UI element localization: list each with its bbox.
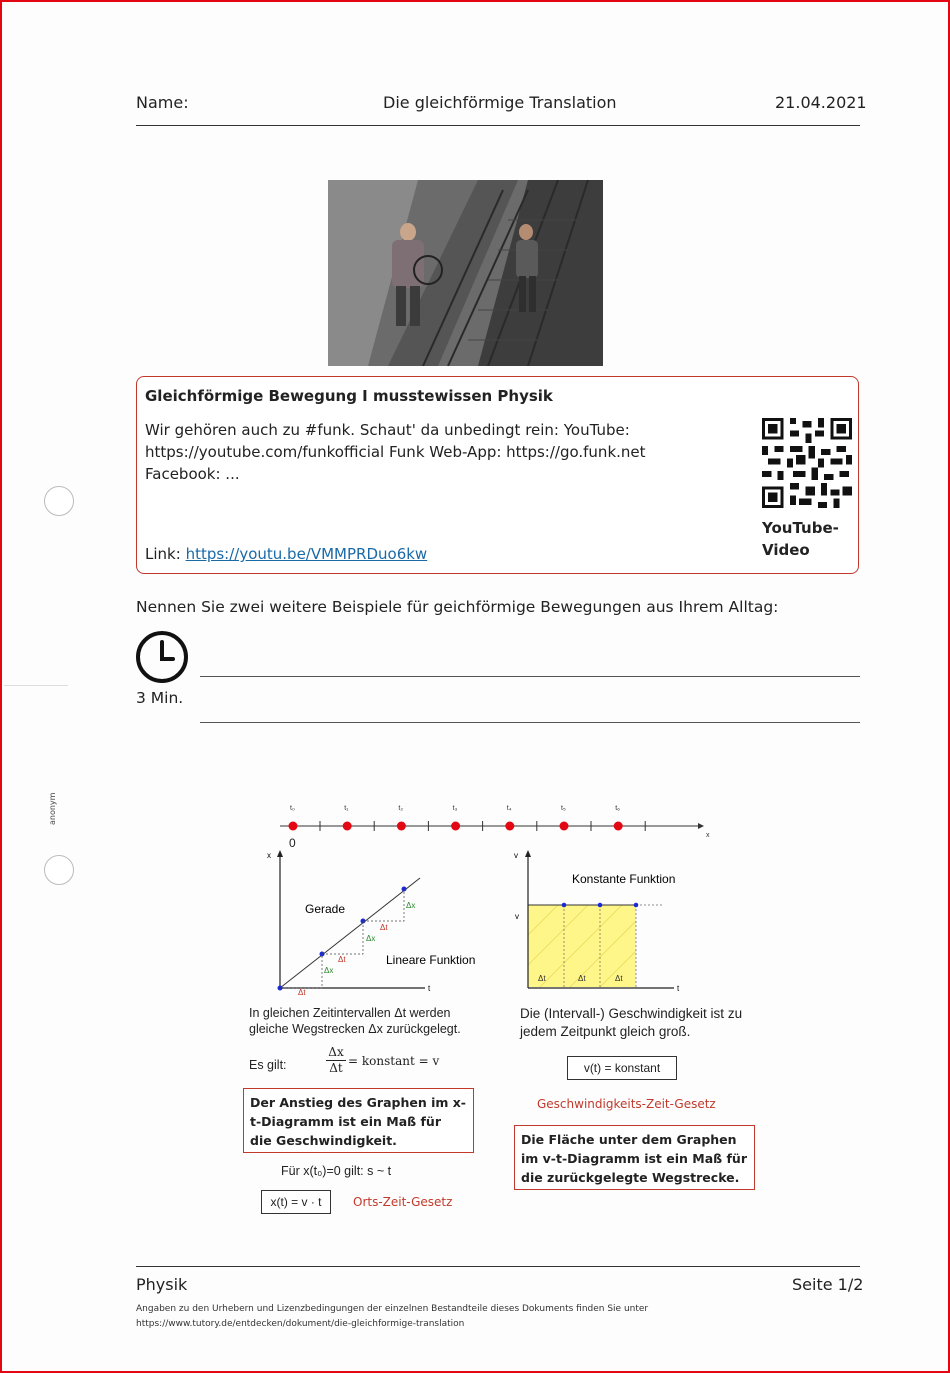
video-link-row [145, 545, 427, 563]
timeline-point [560, 822, 569, 831]
timeline-tick-label: t₆ [615, 805, 620, 812]
punch-hole-bottom [44, 855, 74, 885]
footer-url[interactable]: https://www.tutory.de/entdecken/dokument/die-gleichformige-translation [136, 1319, 465, 1329]
clock-icon [135, 630, 189, 684]
answer-line-2[interactable] [200, 722, 860, 723]
timeline-tick-label: t₀ [290, 805, 295, 812]
vt-x-label: t [677, 984, 680, 993]
caption-right: Die (Intervall-) Geschwindigkeit ist zu jedem Zeitpunkt gleich groß. [520, 1006, 743, 1039]
xt-y-label: x [267, 851, 271, 860]
timeline-point [397, 822, 406, 831]
es-gilt: Es gilt: [249, 1058, 287, 1072]
timeline-point [505, 822, 514, 831]
xt-dx-label: Δx [366, 934, 376, 943]
slope-box: Der Anstieg des Graphen im x-t-Diagramm ist ein Maß für die Geschwindigkeit. [243, 1088, 474, 1153]
timeline-tick-label: t₄ [506, 805, 512, 812]
footer-note: Angaben zu den Urhebern und Lizenzbedingungen der einzelnen Bestandteile dieses Dokuments finden Sie unter [136, 1304, 649, 1314]
video-link[interactable]: https://youtu.be/VMMPRDuo6kw [185, 545, 428, 563]
header-rule [136, 125, 860, 126]
timeline-point [614, 822, 623, 831]
xt-law: Orts-Zeit-Gesetz [353, 1195, 453, 1209]
timeline-arrow [698, 823, 704, 829]
vt-dt-label: Δt [578, 974, 586, 983]
xt-condition: Für x(t₀)=0 gilt: s ~ t [281, 1164, 392, 1178]
xt-label-func: Lineare Funktion [386, 953, 476, 967]
vt-v-mark: v [515, 912, 519, 921]
xt-dx-label: Δx [406, 901, 416, 910]
vt-label-func: Konstante Funktion [572, 872, 676, 886]
xt-formula: x(t) = v · t [261, 1190, 331, 1214]
motion-diagram [230, 795, 730, 995]
vt-dt-label: Δt [615, 974, 623, 983]
footer-rule [136, 1266, 860, 1267]
xt-dt-label: Δt [298, 988, 306, 995]
timeline-axis-label: x [706, 832, 710, 839]
qr-label: YouTube-Video [762, 519, 839, 559]
formula-fraction: Δx Δt [326, 1045, 346, 1076]
timeline-tick-label: t₅ [561, 805, 566, 812]
escalator-photo [328, 180, 603, 366]
timeline-point [451, 822, 460, 831]
xt-label-line: Gerade [305, 902, 346, 916]
xt-graph-line [280, 878, 420, 988]
vt-formula: v(t) = konstant [567, 1056, 677, 1080]
timeline-tick-label: t₃ [452, 805, 458, 812]
timeline-point [289, 822, 298, 831]
formula-rest: = konstant = v [348, 1054, 440, 1068]
side-label: anonym [48, 792, 57, 825]
timeline-tick-label: t₂ [398, 805, 404, 812]
area-box: Die Fläche unter dem Graphen im v-t-Diagramm ist ein Maß für die zurückgelegte Wegstrecke. [514, 1125, 755, 1190]
xt-dt-label: Δt [380, 923, 388, 932]
link-label: Link: [145, 545, 181, 563]
answer-line-1[interactable] [200, 676, 860, 677]
footer-page: Seite 1/2 [792, 1275, 864, 1294]
timeline-zero: 0 [289, 836, 296, 850]
vt-dt-label: Δt [538, 974, 546, 983]
timeline-point [343, 822, 352, 831]
xt-dt-label: Δt [338, 955, 346, 964]
task-prompt: Nennen Sie zwei weitere Beispiele für geichförmige Bewegungen aus Ihrem Alltag: [136, 598, 779, 616]
name-label: Name: [136, 93, 189, 112]
video-description: Wir gehören auch zu #funk. Schaut' da unbedingt rein: YouTube: https://youtube.com/funkofficial Funk Web-App: https://go.funk.net Facebook: ... [145, 421, 646, 483]
vt-y-label: v [514, 851, 518, 860]
video-title: Gleichförmige Bewegung I musstewissen Physik [145, 387, 553, 405]
page-title: Die gleichförmige Translation [383, 93, 617, 112]
fold-mark [4, 685, 68, 686]
punch-hole-top [44, 486, 74, 516]
xt-x-label: t [428, 984, 431, 993]
timeline-tick-label: t₁ [344, 805, 349, 812]
footer-subject: Physik [136, 1275, 188, 1294]
xt-dx-label: Δx [324, 966, 334, 975]
vt-law: Geschwindigkeits-Zeit-Gesetz [537, 1097, 716, 1111]
qr-code-icon[interactable] [762, 418, 852, 508]
task-time: 3 Min. [136, 689, 184, 707]
video-card [136, 376, 859, 574]
date: 21.04.2021 [775, 93, 867, 112]
caption-left: In gleichen Zeitintervallen Δt werden gleiche Wegstrecken Δx zurückgelegt. [249, 1006, 461, 1036]
